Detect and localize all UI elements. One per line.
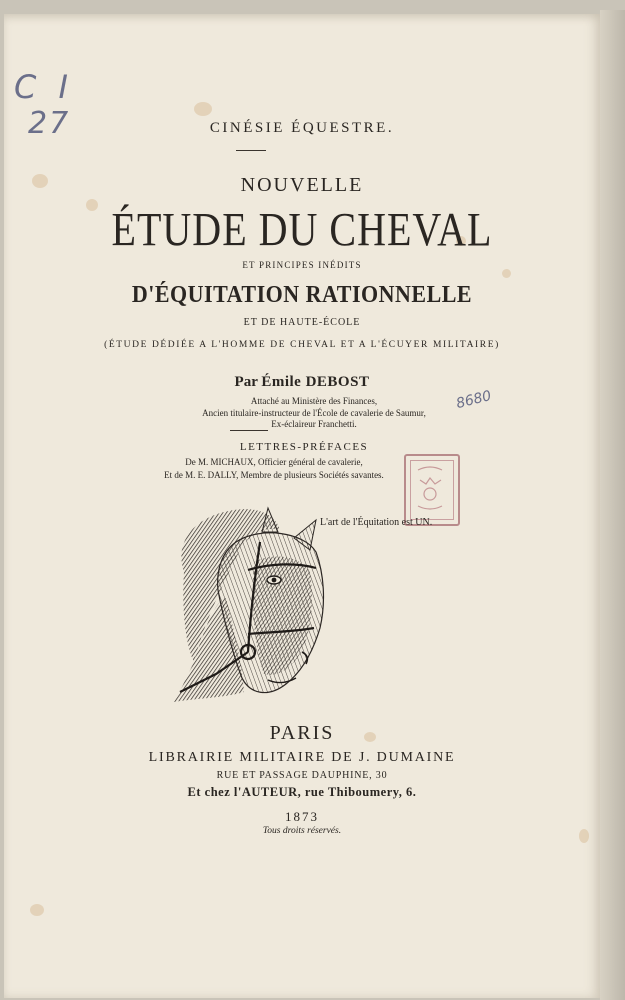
author-prefix: Par [234,374,258,390]
author-line [4,374,600,391]
epigraph: L'art de l'Équitation est UN. [320,517,433,528]
horse-head-illustration [164,502,330,712]
imprint-year: 1873 [285,809,319,824]
book-page [4,14,600,998]
series-title: CINÉSIE ÉQUESTRE. [209,120,395,136]
foxing-spot [194,102,212,116]
preface-line: De M. MICHAUX, Officier général de cavalerie, [185,457,363,467]
title-connector: ET PRINCIPES INÉDITS [242,260,362,270]
divider [236,150,266,151]
imprint-address: RUE ET PASSAGE DAUPHINE, 30 [216,770,388,781]
foxing-spot [502,269,511,278]
author-name: Émile DEBOST [261,374,370,390]
credential-line: Attaché au Ministère des Finances, [250,396,378,406]
title-prefix: NOUVELLE [240,174,364,196]
author-credentials [114,396,514,431]
preface-line: Et de M. E. DALLY, Membre de plusieurs Sociétés savantes. [164,469,384,480]
rights-notice: Tous droits réservés. [262,826,342,836]
imprint-publisher: LIBRAIRIE MILITAIRE DE J. DUMAINE [148,750,456,765]
credential-line: Ancien titulaire-instructeur de l'École de cavalerie de Saumur, [202,407,426,418]
page-edge [600,10,625,1000]
imprint-city: PARIS [269,722,335,744]
divider [230,430,268,431]
dedication: (ÉTUDE DÉDIÉE A L'HOMME DE CHEVAL ET A L'ÉCUYER MILITAIRE) [104,340,500,350]
subtitle-connector: ET DE HAUTE-ÉCOLE [243,317,361,328]
imprint-author-address: Et chez l'AUTEUR, rue Thiboumery, 6. [187,785,417,799]
prefaces-list [74,456,474,481]
credential-line: Ex-éclaireur Franchetti. [271,419,357,429]
handwritten-shelfmark-number: 27 [28,106,71,141]
prefaces-heading: LETTRES-PRÉFACES [239,441,369,453]
handwritten-shelfmark: C I [14,68,74,106]
main-title: ÉTUDE DU CHEVAL [111,203,493,257]
subtitle: D'ÉQUITATION RATIONNELLE [131,280,473,308]
foxing-spot [30,904,44,916]
handwritten-margin-number: 8680 [454,387,494,413]
